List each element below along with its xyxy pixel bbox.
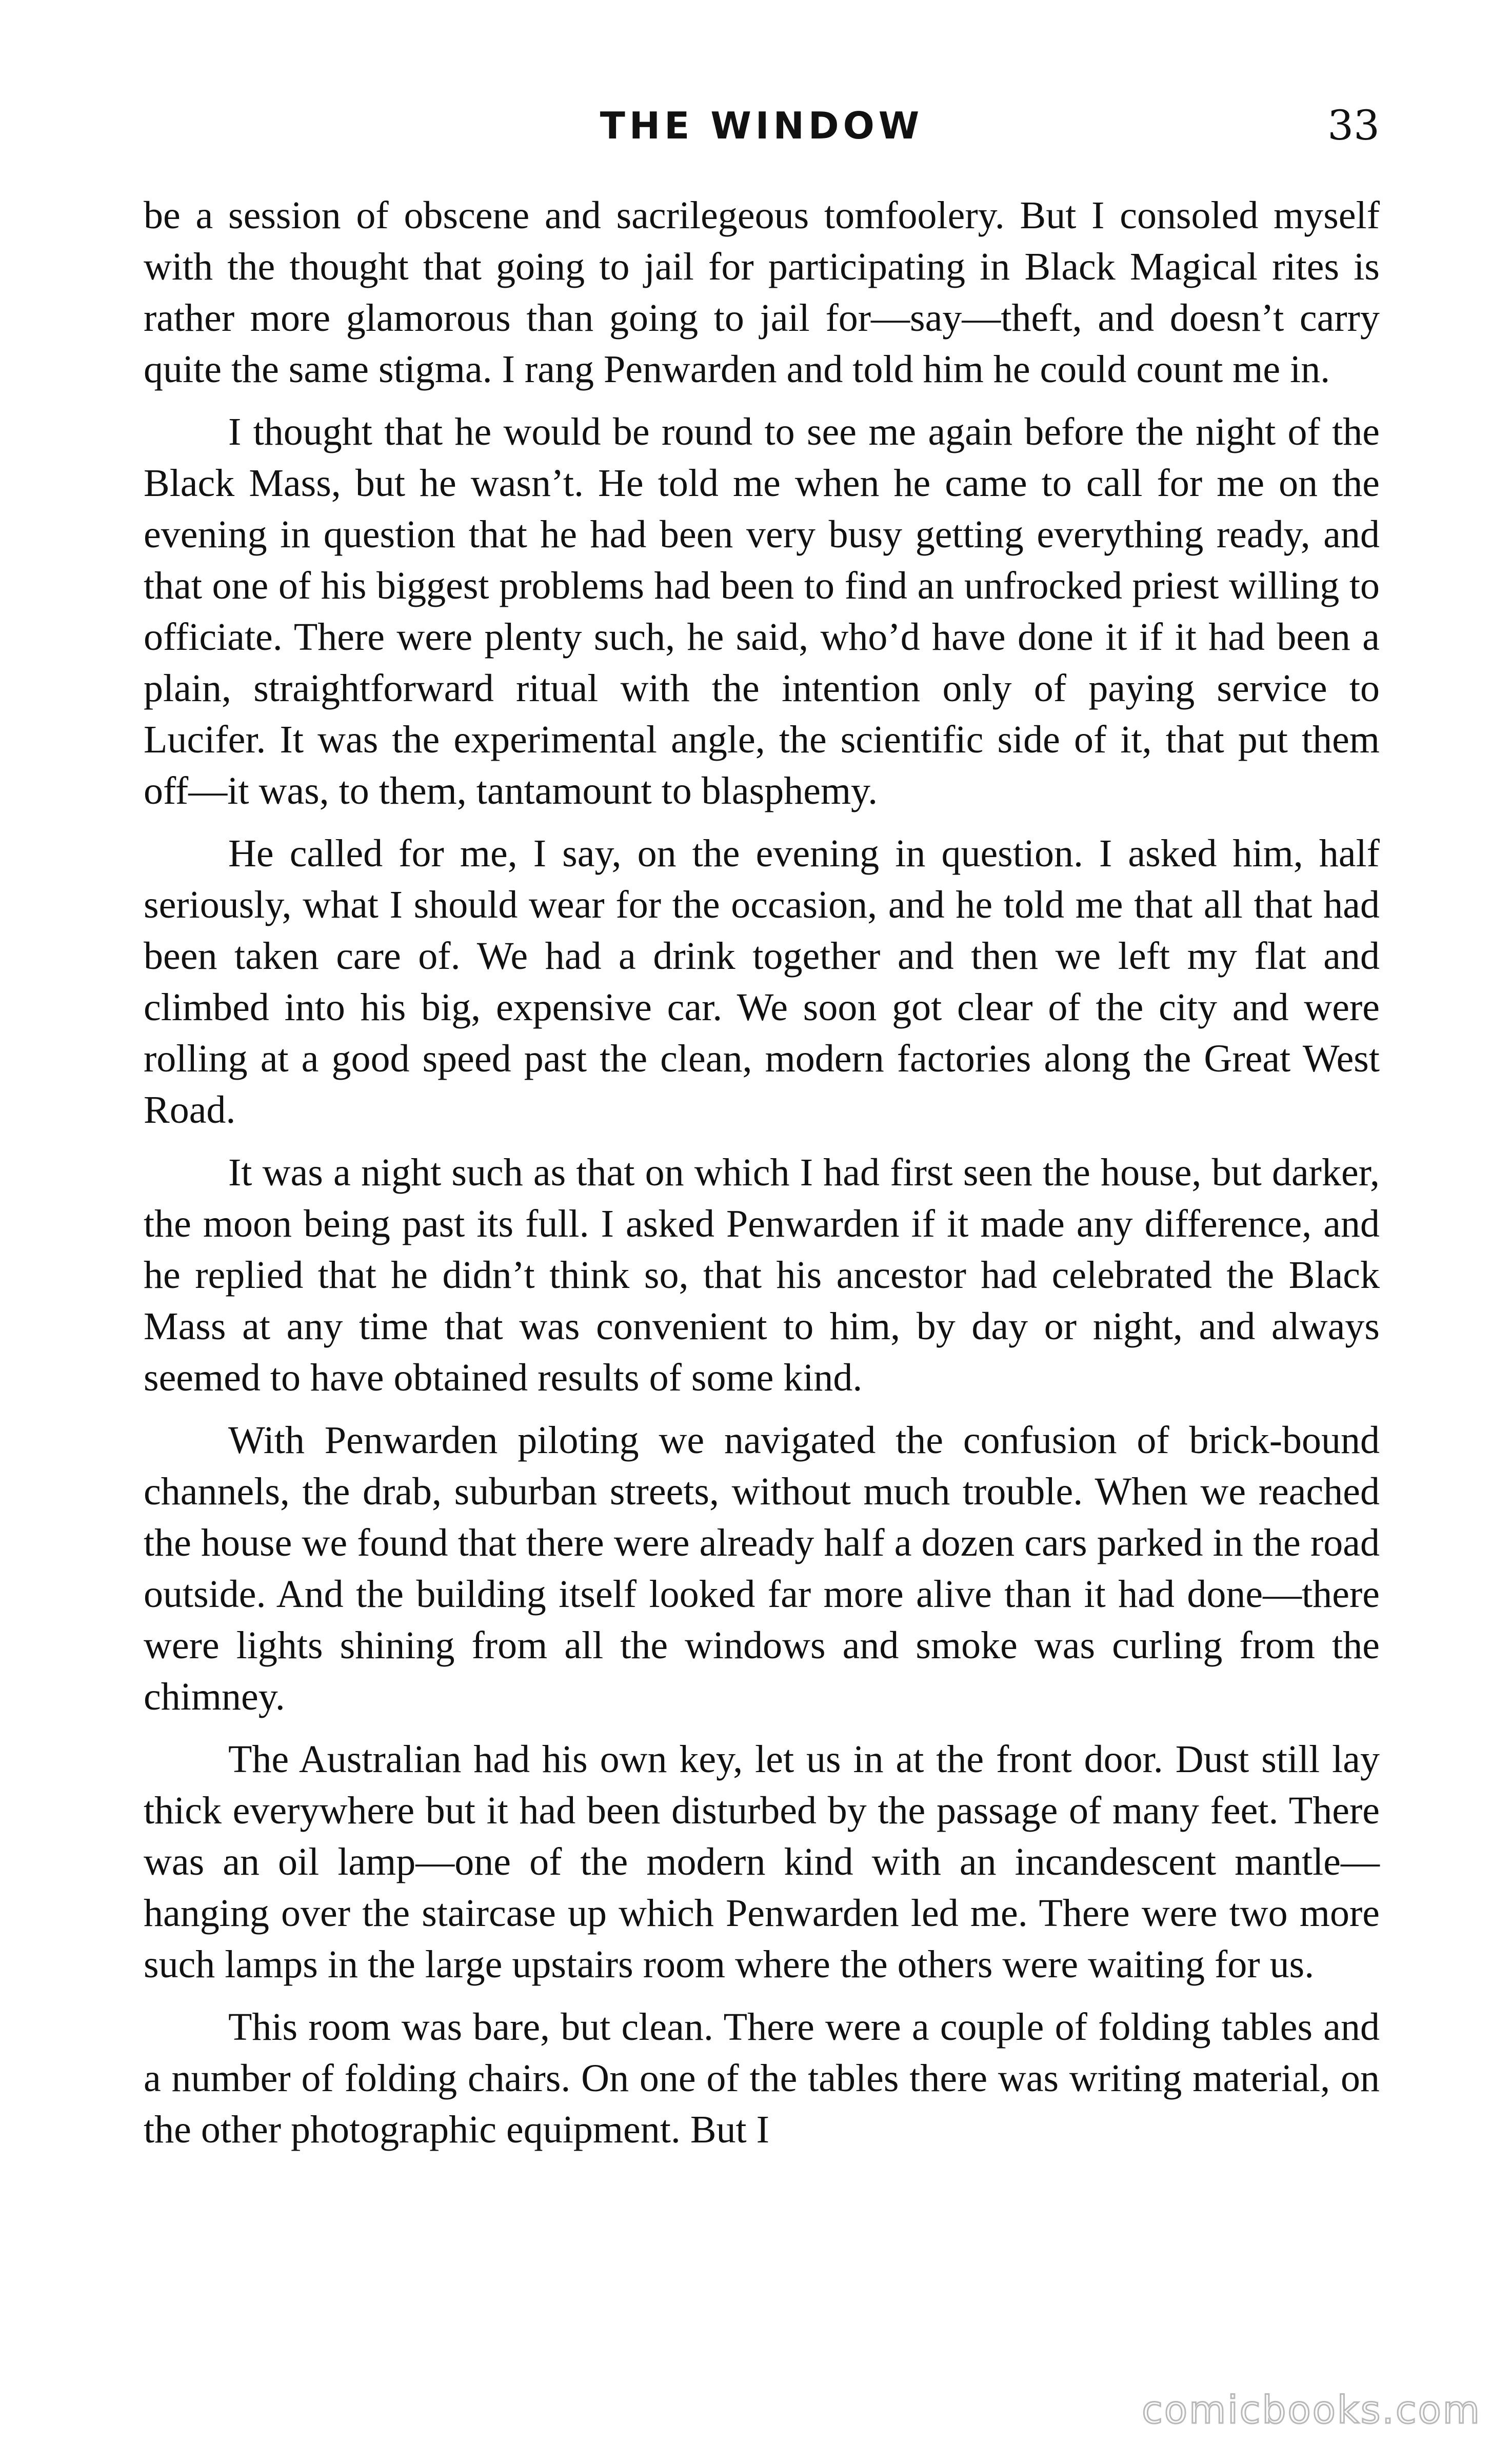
page-number: 33	[1327, 102, 1380, 149]
running-head	[144, 97, 1380, 154]
paragraph: The Australian had his own key, let us in at the front door. Dust still lay thick everywhere but it had been disturbed by the passage of many feet. There was an oil lamp—one of the modern kind with an incandescent mantle—hanging over the staircase up which Penwarden led me. There were two more such lamps in the large upstairs room where the others were waiting for us.	[144, 1738, 1380, 1986]
paragraph-continued: be a session of obscene and sacrilegeous tomfoolery. But I consoled myself with the thought that going to jail for participating in Black Magical rites is rather more glamorous than going to jail for—say—theft, and doesn’t carry quite the same stigma. I rang Penwarden and told him he could count me in.	[144, 194, 1380, 391]
paragraph: With Penwarden piloting we navigated the confusion of brick-bound channels, the drab, suburban streets, without much trouble. When we reached the house we found that there were already half a dozen cars parked in the road outside. And the building itself looked far more alive than it had done—there were lights shining from all the windows and smoke was curling from the chimney.	[144, 1419, 1380, 1718]
paragraph: He called for me, I say, on the evening in question. I asked him, half seriously, what I should wear for the occasion, and he told me that all that had been taken care of. We had a drink together and then we left my flat and climbed into his big, expensive car. We soon got clear of the city and were rolling at a good speed past the clean, modern factories along the Great West Road.	[144, 832, 1380, 1131]
body-text	[144, 190, 1380, 2167]
paragraph: It was a night such as that on which I had first seen the house, but darker, the moon being past its full. I asked Penwarden if it made any difference, and he replied that he didn’t think so, that his ancestor had celebrated the Black Mass at any time that was convenient to him, by day or night, and always seemed to have obtained results of some kind.	[144, 1151, 1380, 1399]
watermark: comicbooks.com	[1142, 2388, 1481, 2432]
paragraph: I thought that he would be round to see me again before the night of the Black Mass, but he wasn’t. He told me when he came to call for me on the evening in question that he had been very busy getting everything ready, and that one of his biggest problems had been to find an unfrocked priest willing to officiate. There were plenty such, he said, who’d have done it if it had been a plain, straightforward ritual with the intention only of paying service to Lucifer. It was the experimental angle, the scientific side of it, that put them off—it was, to them, tantamount to blasphemy.	[144, 410, 1380, 812]
paragraph: This room was bare, but clean. There were a couple of folding tables and a number of folding chairs. On one of the tables there was writing material, on the other photographic equipment. But I	[144, 2005, 1380, 2151]
running-title: THE WINDOW	[600, 104, 924, 147]
